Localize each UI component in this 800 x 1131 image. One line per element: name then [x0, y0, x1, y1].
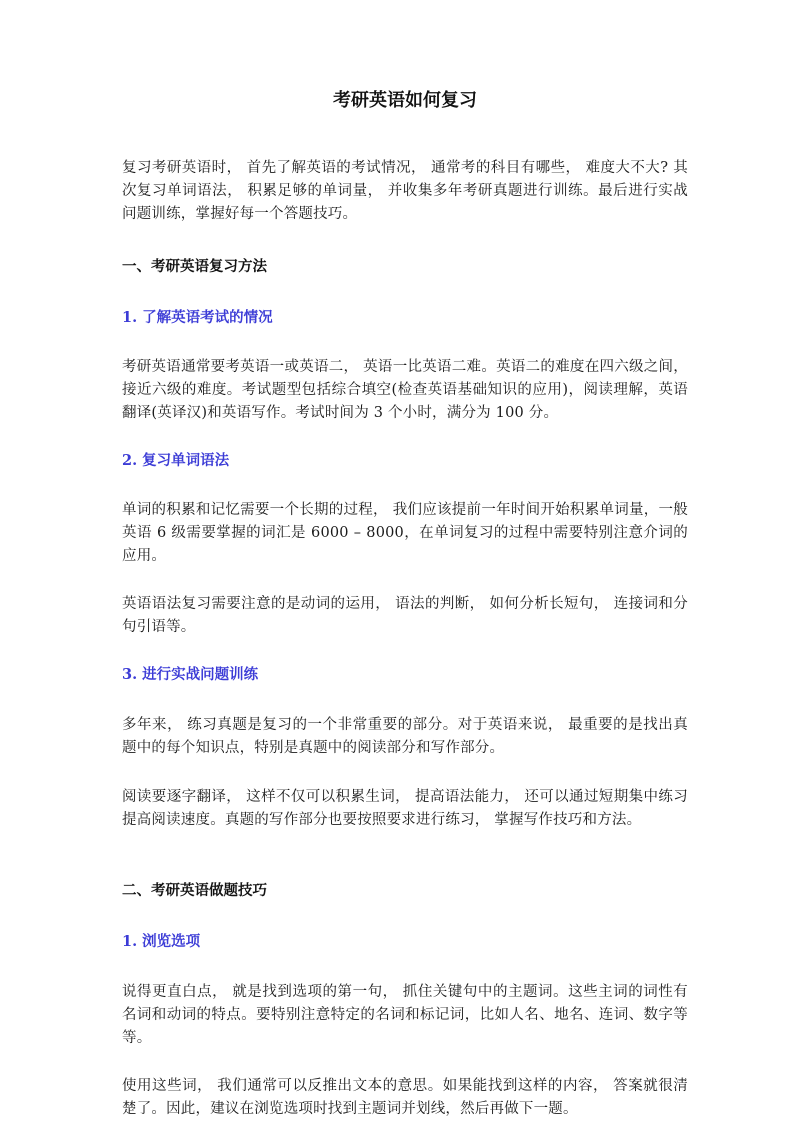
paragraph-infer-meaning: 使用这些词， 我们通常可以反推出文本的意思。如果能找到这样的内容， 答案就很清楚了。因此，建议在浏览选项时找到主题词并划线，然后再做下一题。 [122, 1078, 688, 1117]
paragraph-grammar: 英语语法复习需要注意的是动词的运用， 语法的判断， 如何分析长短句， 连接词和分句引语等。 [122, 596, 688, 635]
paragraph-reading-writing: 阅读要逐字翻译， 这样不仅可以积累生词， 提高语法能力， 还可以通过短期集中练习提高阅读速度。真题的写作部分也要按照要求进行练习， 掌握写作技巧和方法。 [122, 789, 688, 828]
section-heading-answer-tips: 二、考研英语做题技巧 [122, 883, 267, 899]
section-heading-review-methods: 一、考研英语复习方法 [122, 259, 267, 275]
document-title: 考研英语如何复习 [333, 90, 477, 111]
subheading-exam-overview: 1. 了解英语考试的情况 [122, 309, 273, 326]
subheading-browse-options: 1. 浏览选项 [122, 933, 201, 950]
paragraph-vocab: 单词的积累和记忆需要一个长期的过程， 我们应该提前一年时间开始积累单词量，一般英语 6 级需要掌握的词汇是 6000 – 8000，在单词复习的过程中需要特别注意介词的应用。 [122, 502, 688, 564]
paragraph-exam-overview: 考研英语通常要考英语一或英语二， 英语一比英语二难。英语二的难度在四六级之间， 接近六级的难度。考试题型包括综合填空(检查英语基础知识的应用)，阅读理解，英语翻译(英译汉)和英语写作。考试时间为 3 个小时，满分为 100 分。 [122, 359, 688, 421]
subheading-practice-training: 3. 进行实战问题训练 [122, 666, 259, 683]
intro-paragraph: 复习考研英语时， 首先了解英语的考试情况， 通常考的科目有哪些， 难度大不大? 其次复习单词语法， 积累足够的单词量， 并收集多年考研真题进行训练。最后进行实战问题训练，掌握好每一个答题技巧。 [122, 160, 688, 222]
paragraph-key-words: 说得更直白点， 就是找到选项的第一句， 抓住关键句中的主题词。这些主词的词性有名词和动词的特点。要特别注意特定的名词和标记词，比如人名、地名、连词、数字等等。 [122, 984, 688, 1046]
subheading-vocab-grammar: 2. 复习单词语法 [122, 452, 230, 469]
paragraph-past-papers: 多年来， 练习真题是复习的一个非常重要的部分。对于英语来说， 最重要的是找出真题中的每个知识点，特别是真题中的阅读部分和写作部分。 [122, 717, 688, 756]
